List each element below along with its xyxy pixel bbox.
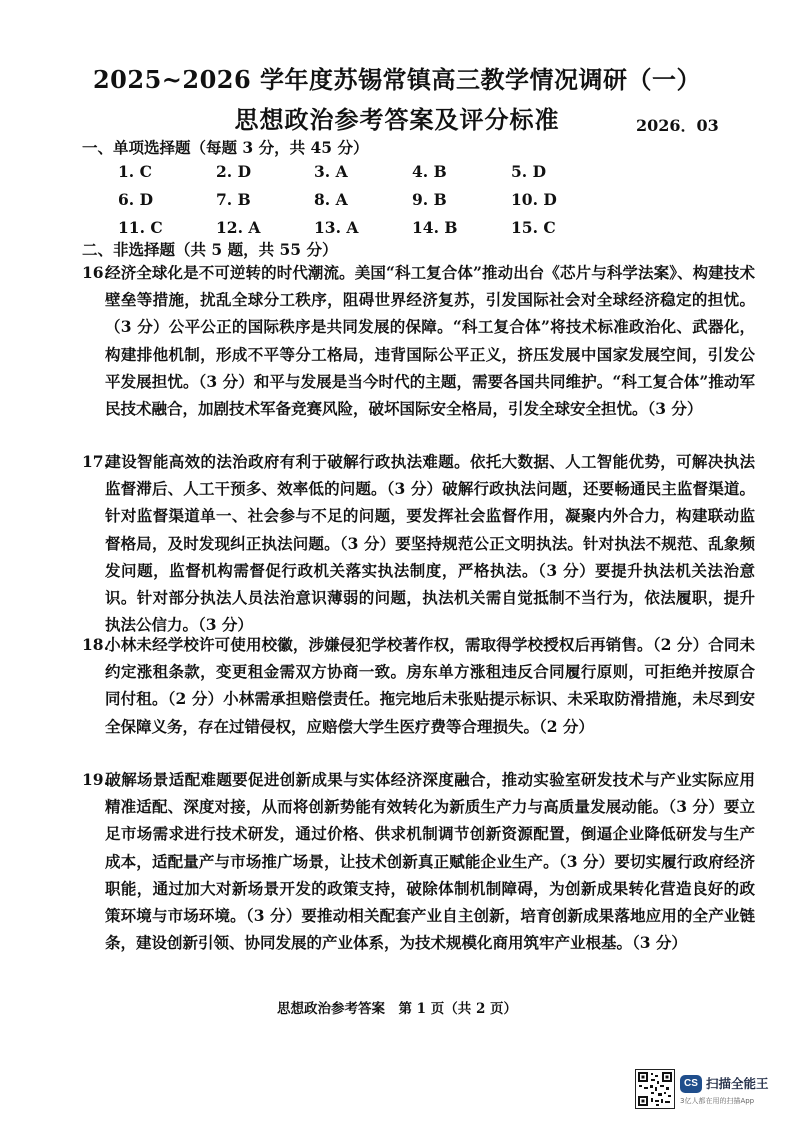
scanner-tagline: 3亿人都在用的扫描App [680,1097,755,1105]
question-19-answer [82,766,755,956]
answer-item: 12. A [216,218,261,237]
answer-item: 5. D [511,162,547,181]
answer-item: 13. A [314,218,359,237]
answer-item: 14. B [412,218,458,237]
section2-heading: 二、非选择题（共 5 题，共 55 分） [82,240,338,259]
document-date: 2026．03 [636,116,719,135]
answer-item: 3. A [314,162,348,181]
question-number: 16. [82,263,109,282]
answer-item: 2. D [216,162,252,181]
answer-item: 1. C [118,162,152,181]
exam-title: 2025~2026 学年度苏锡常镇高三教学情况调研（一） [92,65,702,94]
question-number: 18. [82,635,109,654]
scanner-app-name: 扫描全能王 [706,1076,769,1091]
answer-text: 破解场景适配难题要促进创新成果与实体经济深度融合，推动实验室研发技术与产业实际应用精准适配、深度对接，从而将创新势能有效转化为新质生产力与高质量发展动能。（3 分）要立足市场需求进行技术研发，通过价格、供求机制调节创新资源配置，倒逼企业降低研发与生产成本，适配量产与市场推广场景，让技术创新真正赋能企业生产。（3 分）要切实履行政府经济职能，通过加大对新场景开发的政策支持，破除体制机制障碍，为创新成果转化营造良好的政策环境与市场环境。（3 分）要推动相关配套产业自主创新，培育创新成果落地应用的全产业链条，建设创新引领、协同发展的产业体系，为技术规模化商用筑牢产业根基。（3 分） [105,770,755,953]
answer-item: 6. D [118,190,154,209]
question-number: 17. [82,452,109,471]
answer-item: 15. C [511,218,556,237]
section1-heading: 一、单项选择题（每题 3 分，共 45 分） [82,138,369,157]
camscanner-logo-icon: CS [680,1075,702,1093]
answer-item: 11. C [118,218,163,237]
answer-text: 经济全球化是不可逆转的时代潮流。美国“科工复合体”推动出台《芯片与科学法案》、构建技术壁垒等措施，扰乱全球分工秩序，阻碍世界经济复苏，引发国际社会对全球经济稳定的担忧。（3 分）公平公正的国际秩序是共同发展的保障。“科工复合体”将技术标准政治化、武器化，构建排他机制，形成不平等分工格局，违背国际公平正义，挤压发展中国家发展空间，引发公平发展担忧。（3 分）和平与发展是当今时代的主题，需要各国共同维护。“科工复合体”推动军民技术融合，加剧技术军备竞赛风险，破坏国际安全格局，引发全球安全担忧。（3 分） [105,263,755,419]
answer-text: 建设智能高效的法治政府有利于破解行政执法难题。依托大数据、人工智能优势，可解决执法监督滞后、人工干预多、效率低的问题。（3 分）破解行政执法问题，还要畅通民主监督渠道。针对监督渠道单一、社会参与不足的问题，要发挥社会监督作用，凝聚内外合力，构建联动监督格局，及时发现纠正执法问题。（3 分）要坚持规范公正文明执法。针对执法不规范、乱象频发问题，监督机构需督促行政机关落实执法制度，严格执法。（3 分）要提升执法机关法治意识。针对部分执法人员法治意识薄弱的问题，执法机关需自觉抵制不当行为，依法履职，提升执法公信力。（3 分） [105,452,755,635]
answer-item: 7. B [216,190,251,209]
page-footer: 思想政治参考答案 第 1 页（共 2 页） [276,1001,518,1017]
question-18-answer [82,631,755,740]
qr-code-icon [635,1069,675,1109]
document-subtitle: 思想政治参考答案及评分标准 [234,105,560,134]
answer-item: 9. B [412,190,447,209]
question-16-answer [82,259,755,422]
answer-text: 小林未经学校许可使用校徽，涉嫌侵犯学校著作权，需取得学校授权后再销售。（2 分）合同未约定涨租条款，变更租金需双方协商一致。房东单方涨租违反合同履行原则，可拒绝并按原合同付租。（2 分）小林需承担赔偿责任。拖完地后未张贴提示标识、未采取防滑措施，未尽到安全保障义务，存在过错侵权，应赔偿大学生医疗费等合理损失。（2 分） [105,635,755,736]
question-number: 19. [82,770,109,789]
answer-item: 10. D [511,190,557,209]
choice-answer-grid [118,160,638,239]
answer-item: 4. B [412,162,447,181]
question-17-answer [82,448,755,638]
scanner-watermark [635,1069,787,1109]
answer-item: 8. A [314,190,348,209]
